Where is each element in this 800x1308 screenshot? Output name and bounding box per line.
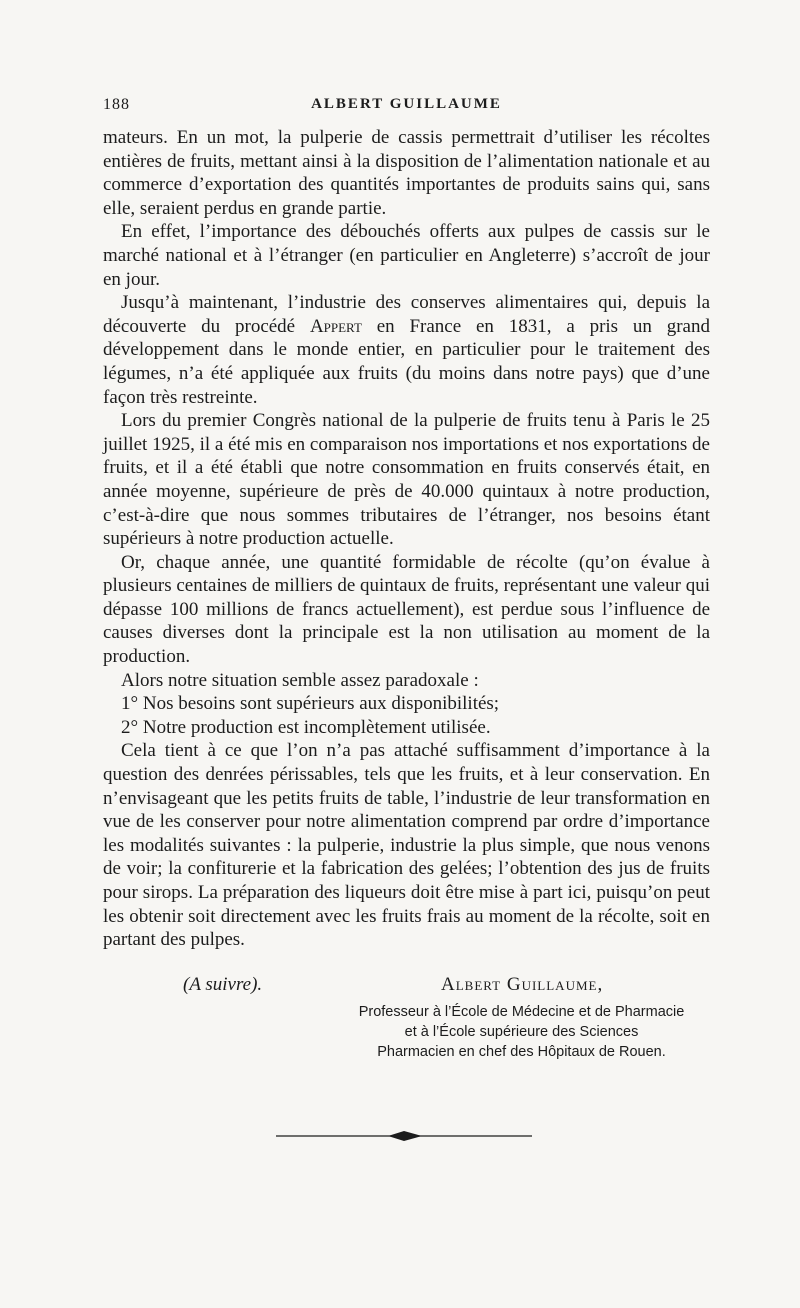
page-header [103,96,710,126]
article-body [103,126,710,952]
inventor-name: Appert [309,315,362,337]
affiliation-line: Professeur à l’École de Médecine et de Pharmacie [358,1003,685,1020]
affiliation-line: Pharmacien en chef des Hôpitaux de Rouen. [377,1043,666,1060]
paragraph: Lors du premier Congrès national de la pulperie de fruits tenu à Paris le 25 juillet 1925, il a été mis en comparaison nos importations et nos exportations de fruits, et il a été établi que notre consommation en fruits conservés était, en année moyenne, supérieure de près de 40.000 quintaux à notre production, c’est-à-dire que nous sommes tributaires de l’étranger, nos besoins étant supérieurs à notre production actuelle. [103,410,710,550]
paragraph: Cela tient à ce que l’on n’a pas attaché suffisamment d’importance à la question des denrées périssables, tels que les fruits, et à leur conservation. En n’envisageant que les petits fruits de table, l’industrie de leur transformation en vue de les conserver pour notre alimentation comprend par ordre d’importance les modalités suivantes : la pulperie, industrie la plus simple, que nous venons de voir; la confiturerie et la fabrication des gelées; l’obtention des jus de fruits pour sirops. La préparation des liqueurs doit être mise à part ici, puisqu’on peut les obtenir soit directement avec les fruits frais au moment de la récolte, soit en partant des pulpes. [103,740,710,951]
book-page [103,96,710,1062]
signature-row [103,962,710,998]
paragraph: mateurs. En un mot, la pulperie de cassis permettrait d’utiliser les récoltes entières de fruits, mettant ainsi à la disposition de l’alimentation nationale et au commerce d’exportation des quantités importantes de produits sains qui, sans elle, seraient perdus en grande partie. [103,127,710,219]
paragraph-text: en France en 1831, a pris un grand développement dans le monde entier, en particulier pour le traitement des légumes, n’a été appliquée aux fruits (du moins dans notre pays) que d’une façon très restreinte. [103,315,710,408]
paragraph-text: Jusqu’à maintenant, l’industrie des conserves alimentaires qui, depuis la découverte du procédé [103,292,710,337]
paragraph: En effet, l’importance des débouchés offerts aux pulpes de cassis sur le marché national et à l’étranger (en particulier en Angleterre) s’accroît de jour en jour. [103,221,710,290]
list-item: 1° Nos besoins sont supérieurs aux disponibilités; [121,693,500,715]
page-number: 188 [103,96,130,113]
end-ornament [276,1126,532,1146]
running-title: ALBERT GUILLAUME [311,96,502,112]
to-be-continued: (A suivre). [183,973,263,995]
paragraph: Alors notre situation semble assez paradoxale : [121,669,479,691]
author-affiliation [103,1002,710,1062]
paragraph: Or, chaque année, une quantité formidable de récolte (qu’on évalue à plusieurs centaines de milliers de quintaux de fruits, représentant une valeur qui dépasse 100 millions de francs actuellement), est perdue sous l’influence de causes diverses dont la principale est la non utilisation au moment de la production. [103,551,710,668]
list-item: 2° Notre production est incomplètement utilisée. [121,716,491,738]
author-name: Albert Guillaume, [441,973,604,995]
paragraph [103,291,710,409]
affiliation-line: et à l’École supérieure des Sciences [404,1023,639,1040]
